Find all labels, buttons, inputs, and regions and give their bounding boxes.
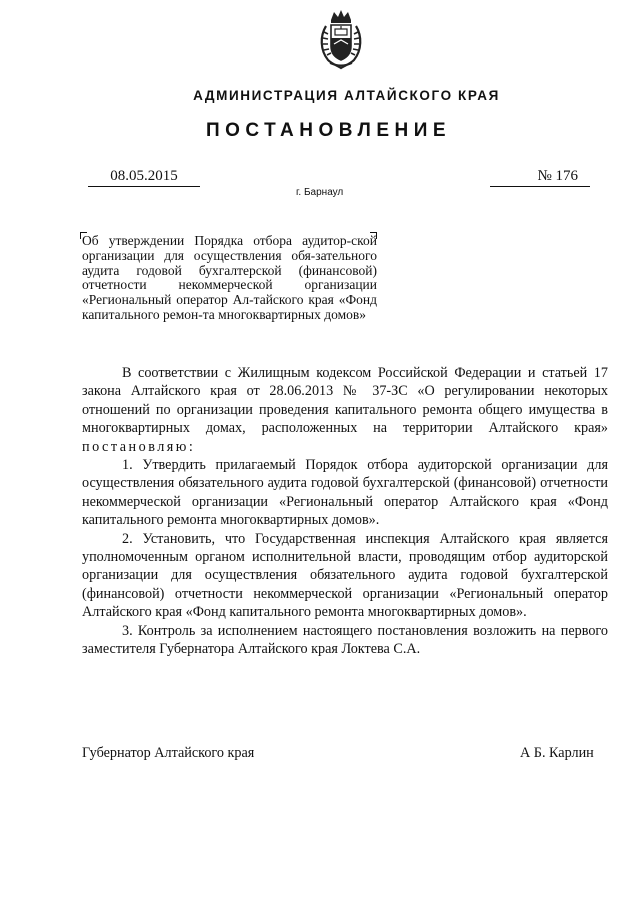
signature-position: Губернатор Алтайского края [82,745,255,761]
coat-of-arms-icon [318,8,364,70]
document-city: г. Барнаул [296,187,344,198]
item-paragraph-2: 2. Установить, что Государственная инспекция Алтайского края является уполномоченным органом исполнительной власти, проводящим отбор аудиторской организации для осуществления обязательного аудита годовой бухгалтерской (финансовой) отчетности некоммерческой организации «Региональный оператор Алтайского края «Фонд капитального ремонта многоквартирных домов». [82,530,608,621]
organization-title: АДМИНИСТРАЦИЯ АЛТАЙСКОГО КРАЯ [193,88,500,103]
preamble-text: В соответствии с Жилищным кодексом Российской Федерации и статьей 17 закона Алтайского края от 28.06.2013 № 37-ЗС «О регулировании некоторых отношений по организации проведения капитального ремонта общего имущества в многоквартирных домах, расположенных на территории Алтайского края» [82,365,608,437]
document-number: № 176 [490,167,590,187]
document-body [82,364,608,659]
document-subject: Об утверждении Порядка отбора аудитор-ской организации для осуществления обя-зательного аудита годовой бухгалтерской (финансовой) отчетности некоммерческой организации «Региональный оператор Ал-тайского края «Фонд капитального ремон-та многоквартирных домов» [82,233,377,322]
preamble-paragraph [82,364,608,456]
signature-name: А Б. Карлин [520,745,594,761]
document-date: 08.05.2015 [88,167,200,187]
document-type-title: ПОСТАНОВЛЕНИЕ [205,120,452,141]
resolve-word: постановляю: [82,438,196,455]
item-paragraph-1: 1. Утвердить прилагаемый Порядок отбора аудиторской организации для осуществления обязательного аудита годовой бухгалтерской (финансовой) отчетности некоммерческой организации «Региональный оператор Алтайского края «Фонд капитального ремонта многоквартирных домов». [82,457,608,529]
item-paragraph-3: 3. Контроль за исполнением настоящего постановления возложить на первого заместителя Губернатора Алтайского края Локтева С.А. [82,622,608,658]
